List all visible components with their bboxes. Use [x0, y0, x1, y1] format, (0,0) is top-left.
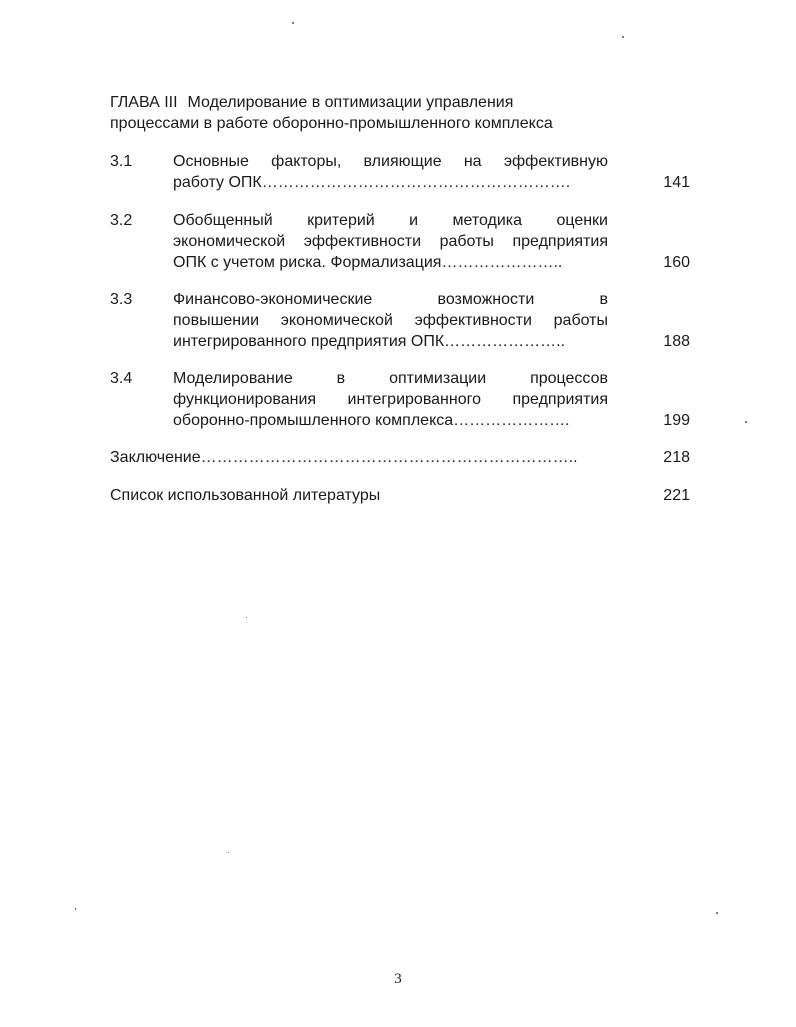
toc-conclusion-page: 218 — [663, 449, 690, 466]
toc-entry[interactable] — [110, 289, 690, 352]
toc-entry-number: 3.4 — [110, 370, 133, 387]
toc-entry-last-line: оборонно-промышленного комплекса…………………. — [173, 412, 570, 429]
chapter-label: ГЛАВА III — [110, 94, 178, 111]
toc-entry-page: 188 — [663, 333, 690, 350]
toc-entry-last-line: интегрированного предприятия ОПК………………….. — [173, 333, 566, 350]
toc-entry-last-line: работу ОПК…………………………………………………. — [173, 174, 571, 191]
scan-speck — [228, 852, 229, 853]
toc-entry-line: Обобщенный критерий и методика оценки — [173, 212, 608, 229]
toc-entry-page: 141 — [663, 174, 690, 191]
toc-entry-text — [173, 151, 608, 193]
toc-entry-line: Финансово-экономические возможности в — [173, 291, 608, 308]
toc-entry-line: Моделирование в оптимизации процессов — [173, 370, 608, 387]
toc-entry[interactable] — [110, 151, 690, 193]
scan-speck — [246, 617, 247, 618]
toc-entry-line: повышении экономической эффективности работы — [173, 312, 608, 329]
chapter-title-line1: Моделирование в оптимизации управления — [187, 94, 514, 111]
toc-entry-number: 3.3 — [110, 291, 133, 308]
chapter-heading — [110, 92, 630, 134]
scan-speck — [292, 22, 294, 24]
toc-bibliography[interactable] — [110, 485, 690, 506]
page-number: 3 — [394, 971, 402, 987]
toc-entry-line: экономической эффективности работы предприятия — [173, 233, 608, 250]
toc-entry-page: 160 — [663, 254, 690, 271]
toc-entry[interactable] — [110, 368, 690, 431]
toc-conclusion-title: Заключение…………………………………………………………….. — [110, 449, 578, 466]
toc-entry-text — [173, 368, 608, 431]
toc-conclusion[interactable] — [110, 447, 690, 468]
toc-entry-text — [173, 289, 608, 352]
toc-bibliography-title: Список использованной литературы — [110, 487, 381, 504]
toc-entry-line: функционирования интегрированного предприятия — [173, 391, 608, 408]
scan-speck — [75, 908, 76, 910]
toc-bibliography-page: 221 — [663, 487, 690, 504]
scan-speck — [716, 912, 718, 914]
toc-entry-line: Основные факторы, влияющие на эффективную — [173, 153, 608, 170]
scan-speck — [745, 421, 747, 423]
toc-entry-text — [173, 210, 608, 273]
toc-entry-last-line: ОПК с учетом риска. Формализация………………….. — [173, 254, 563, 271]
toc-entry-number: 3.2 — [110, 212, 133, 229]
toc-entry-number: 3.1 — [110, 153, 133, 170]
chapter-title-line2: процессами в работе оборонно-промышленного комплекса — [110, 115, 553, 132]
toc-entry-page: 199 — [663, 412, 690, 429]
scan-speck — [622, 36, 624, 38]
toc-entry[interactable] — [110, 210, 690, 273]
